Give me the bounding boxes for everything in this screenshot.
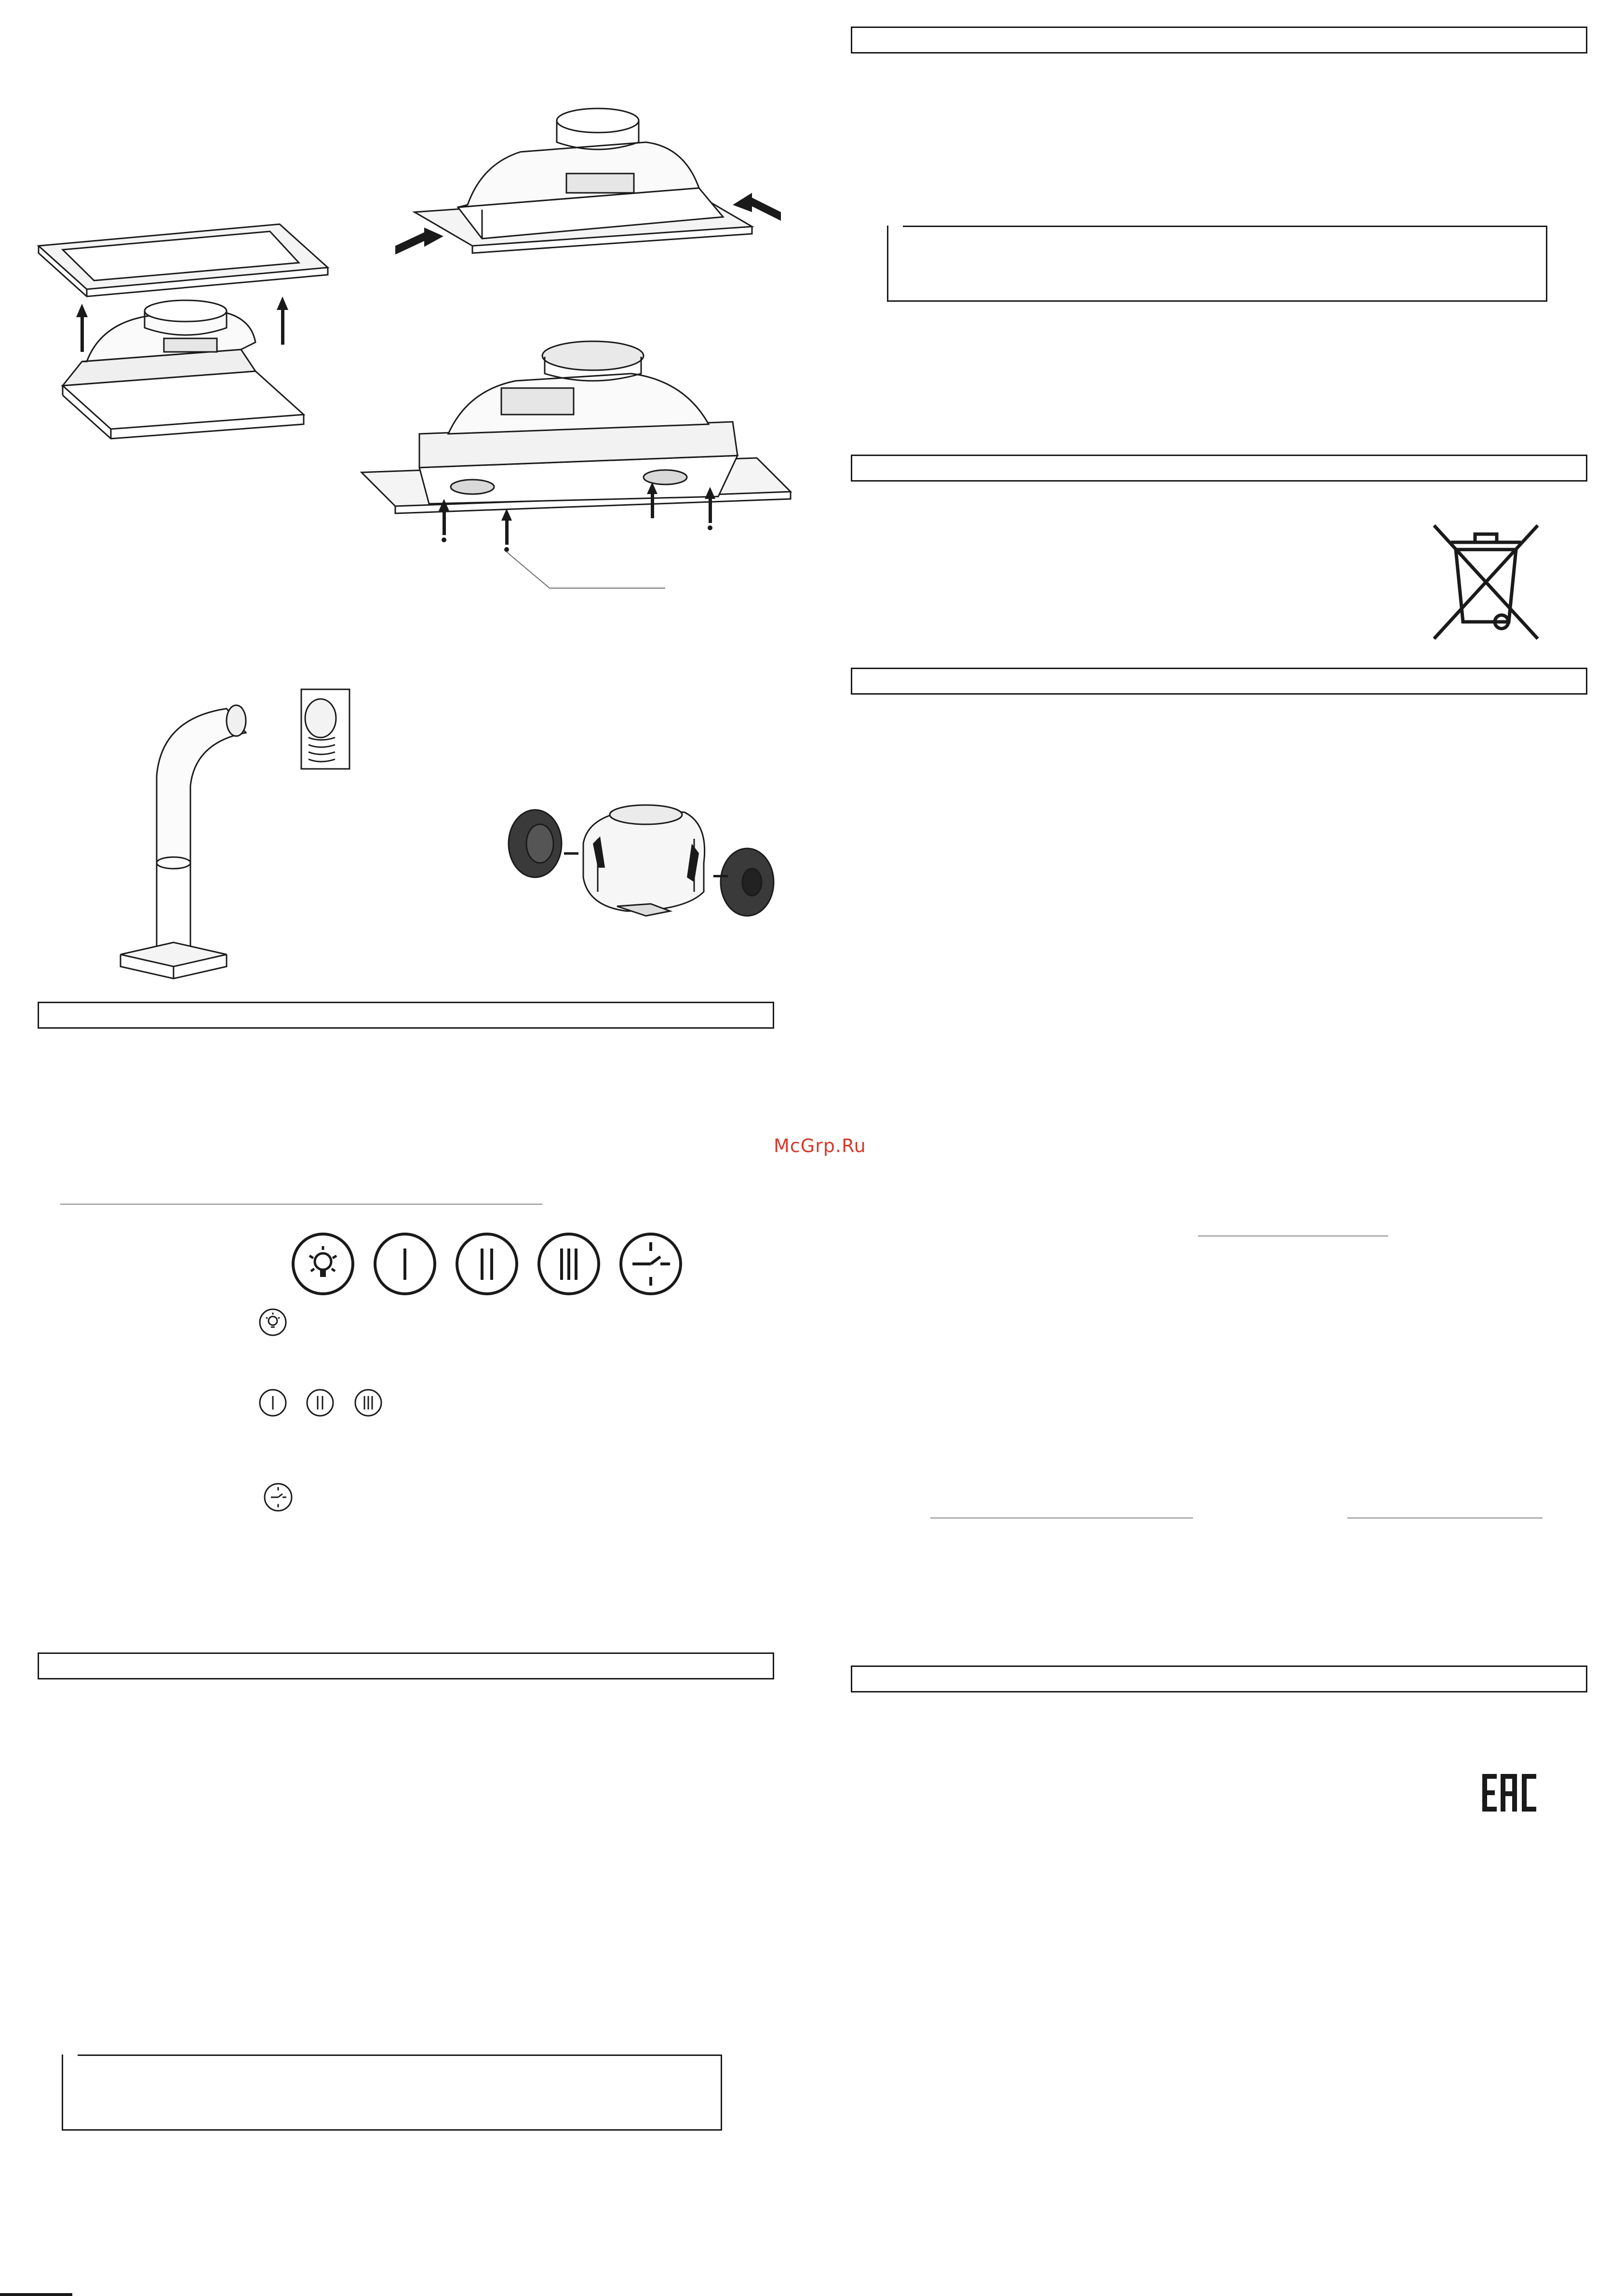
timer-icon xyxy=(632,1242,670,1286)
bulb-icon xyxy=(309,1246,336,1271)
section-header-troubleshooting xyxy=(851,668,1587,695)
right-rule-1 xyxy=(1198,1235,1388,1236)
warning-note-box-right xyxy=(887,226,1547,302)
right-rule-3 xyxy=(1347,1517,1543,1518)
speed-3-icon xyxy=(562,1249,576,1280)
figure-duct-pipe xyxy=(116,685,386,983)
right-rule-2 xyxy=(930,1517,1193,1518)
figure-carbon-filters xyxy=(501,795,781,930)
speed-1-button[interactable] xyxy=(375,1234,435,1294)
figure-frame-removal xyxy=(29,212,337,439)
control-panel xyxy=(289,1232,694,1299)
speed-2-button[interactable] xyxy=(457,1234,517,1294)
speed-3-button[interactable] xyxy=(539,1234,599,1294)
page-marker xyxy=(0,2293,72,2296)
watermark: McGrp.Ru xyxy=(774,1135,866,1156)
speed-2-icon xyxy=(482,1249,492,1280)
speed-icons-small xyxy=(258,1388,389,1417)
section-header-maintenance xyxy=(38,1652,774,1679)
control-panel-rule xyxy=(60,1204,542,1205)
section-header-certification xyxy=(851,1665,1587,1692)
timer-icon-small xyxy=(263,1482,293,1512)
section-header-operation xyxy=(38,1002,774,1029)
light-button[interactable] xyxy=(293,1234,353,1294)
timer-button[interactable] xyxy=(621,1234,681,1294)
crossed-out-wheelie-bin-icon xyxy=(1429,521,1545,639)
figure-side-clips xyxy=(395,96,781,265)
figure-screws-mounting xyxy=(357,337,800,603)
eac-mark xyxy=(1482,1774,1536,1812)
section-header-installation-notes xyxy=(851,27,1587,54)
light-icon-small xyxy=(258,1308,287,1337)
warning-note-box-left xyxy=(62,2054,722,2131)
section-header-disposal xyxy=(851,455,1587,482)
